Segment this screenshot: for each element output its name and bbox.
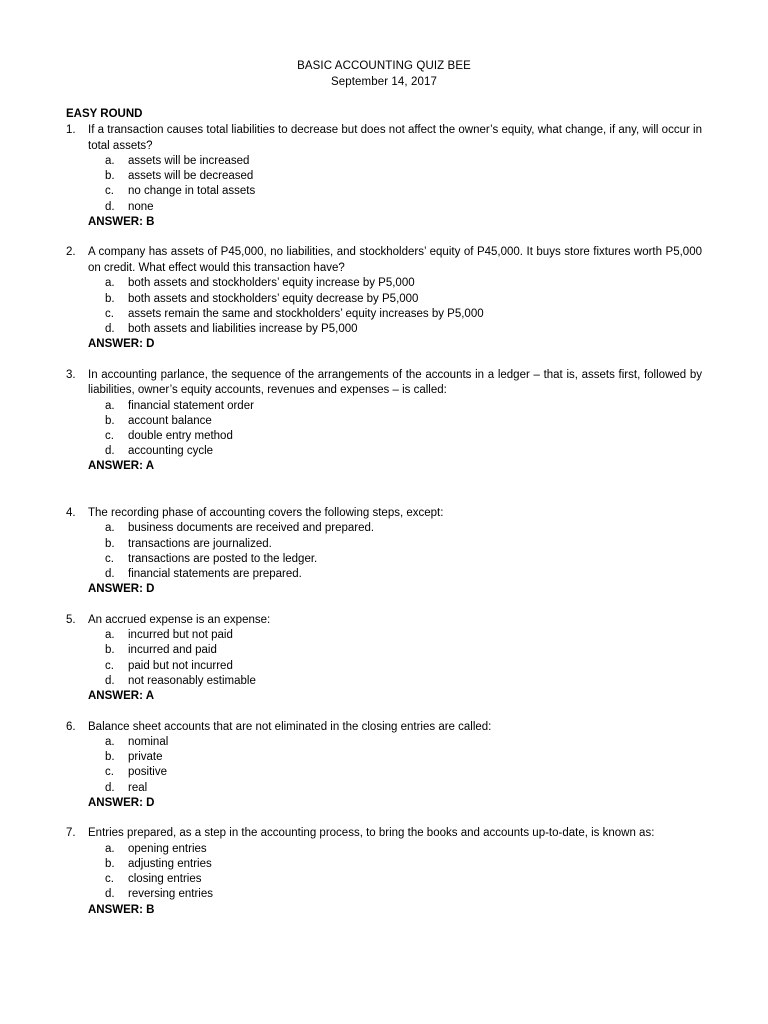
question-number: 4. xyxy=(66,506,76,519)
option-letter: c. xyxy=(105,185,114,198)
option-text: closing entries xyxy=(128,873,202,886)
option-text: both assets and stockholders’ equity increase by P5,000 xyxy=(128,277,415,290)
option-letter: d. xyxy=(105,200,115,213)
document-date: September 14, 2017 xyxy=(330,76,437,88)
question-block xyxy=(66,368,702,475)
option-letter: c. xyxy=(105,307,114,320)
option-text: both assets and liabilities increase by P5,000 xyxy=(128,322,358,335)
option-text: business documents are received and prepared. xyxy=(128,522,375,535)
answer-line: ANSWER: D xyxy=(88,583,155,596)
answer-option[interactable] xyxy=(66,781,702,796)
option-text: paid but not incurred xyxy=(128,659,233,672)
option-letter: a. xyxy=(105,736,115,749)
answer-option[interactable] xyxy=(66,399,702,414)
option-text: no change in total assets xyxy=(128,185,256,198)
option-text: not reasonably estimable xyxy=(128,674,256,687)
answer-line: ANSWER: A xyxy=(88,460,155,473)
answer-option[interactable] xyxy=(66,842,702,857)
option-text: accounting cycle xyxy=(128,445,214,458)
answer-line: ANSWER: D xyxy=(88,338,155,351)
option-text: incurred and paid xyxy=(128,644,217,657)
option-letter: d. xyxy=(105,781,115,794)
option-letter: a. xyxy=(105,629,115,642)
answer-option[interactable] xyxy=(66,307,702,322)
option-letter: a. xyxy=(105,522,115,535)
question-row xyxy=(66,613,702,629)
option-text: none xyxy=(128,200,154,213)
option-letter: c. xyxy=(105,430,114,443)
question-number: 1. xyxy=(66,124,76,136)
option-letter: b. xyxy=(105,858,115,871)
question-number: 2. xyxy=(66,246,76,259)
answer-option[interactable] xyxy=(66,765,702,780)
answer-options xyxy=(66,628,702,689)
option-letter: b. xyxy=(105,751,115,764)
question-text: If a transaction causes total liabilities to decrease but does not affect the owner’s equity, what change, if any, will occur in total assets? xyxy=(88,124,702,152)
question-row xyxy=(66,720,702,736)
question-block xyxy=(66,245,702,352)
question-text: Balance sheet accounts that are not eliminated in the closing entries are called: xyxy=(88,720,492,733)
option-letter: d. xyxy=(105,674,115,687)
questions-list xyxy=(66,123,702,918)
question-text: A company has assets of P45,000, no liabilities, and stockholders’ equity of P45,000. It buys store fixtures worth P5,000 on credit. What effect would this transaction have? xyxy=(88,246,702,274)
option-text: private xyxy=(128,751,163,764)
answer-option[interactable] xyxy=(66,552,702,567)
option-letter: a. xyxy=(105,399,115,412)
answer-option[interactable] xyxy=(66,537,702,552)
answer-option[interactable] xyxy=(66,429,702,444)
question-row xyxy=(66,826,702,842)
answer-options xyxy=(66,735,702,796)
answer-options xyxy=(66,154,702,215)
answer-option[interactable] xyxy=(66,659,702,674)
answer-line: ANSWER: A xyxy=(88,690,155,703)
answer-option[interactable] xyxy=(66,887,702,902)
answer-line: ANSWER: D xyxy=(88,796,155,809)
answer-option[interactable] xyxy=(66,414,702,429)
question-block xyxy=(66,506,702,598)
answer-options xyxy=(66,842,702,903)
option-letter: d. xyxy=(105,445,115,458)
question-number: 6. xyxy=(66,720,76,733)
question-block xyxy=(66,826,702,918)
answer-option[interactable] xyxy=(66,872,702,887)
answer-option[interactable] xyxy=(66,674,702,689)
option-text: transactions are posted to the ledger. xyxy=(128,552,318,565)
option-letter: d. xyxy=(105,322,115,335)
answer-option[interactable] xyxy=(66,643,702,658)
document-header xyxy=(0,0,768,90)
answer-option[interactable] xyxy=(66,521,702,536)
option-text: reversing entries xyxy=(128,888,214,901)
question-block xyxy=(66,613,702,705)
section-heading-easy-round: EASY ROUND xyxy=(66,108,143,120)
option-text: assets will be increased xyxy=(128,155,250,167)
question-row xyxy=(66,368,702,399)
question-text: An accrued expense is an expense: xyxy=(88,613,271,626)
option-letter: a. xyxy=(105,277,115,290)
option-text: financial statements are prepared. xyxy=(128,568,302,581)
answer-option[interactable] xyxy=(66,276,702,291)
answer-option[interactable] xyxy=(66,628,702,643)
answer-options xyxy=(66,521,702,582)
answer-option[interactable] xyxy=(66,567,702,582)
option-text: positive xyxy=(128,766,167,779)
option-letter: c. xyxy=(105,659,114,672)
answer-option[interactable] xyxy=(66,444,702,459)
answer-option[interactable] xyxy=(66,184,702,199)
option-text: double entry method xyxy=(128,430,233,443)
answer-option[interactable] xyxy=(66,292,702,307)
question-text: The recording phase of accounting covers the following steps, except: xyxy=(88,506,444,519)
question-block xyxy=(66,720,702,812)
answer-option[interactable] xyxy=(66,169,702,184)
question-number: 5. xyxy=(66,613,76,626)
option-letter: b. xyxy=(105,537,115,550)
answer-option[interactable] xyxy=(66,154,702,169)
answer-options xyxy=(66,276,702,337)
answer-option[interactable] xyxy=(66,750,702,765)
option-text: transactions are journalized. xyxy=(128,537,272,550)
answer-option[interactable] xyxy=(66,735,702,750)
answer-option[interactable] xyxy=(66,322,702,337)
option-letter: b. xyxy=(105,644,115,657)
option-letter: d. xyxy=(105,568,115,581)
document-body xyxy=(0,90,768,918)
option-text: assets will be decreased xyxy=(128,170,254,183)
option-letter: a. xyxy=(105,155,115,167)
question-number: 7. xyxy=(66,827,76,840)
answer-line: ANSWER: B xyxy=(88,215,155,228)
option-letter: c. xyxy=(105,766,114,779)
option-text: real xyxy=(128,781,148,794)
option-text: nominal xyxy=(128,736,169,749)
option-letter: a. xyxy=(105,842,115,855)
question-text: Entries prepared, as a step in the accounting process, to bring the books and accounts up-to-date, is known as: xyxy=(88,827,655,840)
answer-option[interactable] xyxy=(66,857,702,872)
option-text: both assets and stockholders’ equity decrease by P5,000 xyxy=(128,292,419,305)
option-text: adjusting entries xyxy=(128,858,212,871)
option-text: financial statement order xyxy=(128,399,254,412)
question-row xyxy=(66,506,702,522)
answer-options xyxy=(66,399,702,460)
answer-option[interactable] xyxy=(66,200,702,215)
document-title: BASIC ACCOUNTING QUIZ BEE xyxy=(297,60,471,72)
option-text: assets remain the same and stockholders’ equity increases by P5,000 xyxy=(128,307,484,320)
question-block xyxy=(66,123,702,230)
question-row xyxy=(66,245,702,276)
option-letter: b. xyxy=(105,170,115,183)
option-text: incurred but not paid xyxy=(128,629,233,642)
option-letter: b. xyxy=(105,414,115,427)
option-text: account balance xyxy=(128,414,212,427)
question-row xyxy=(66,123,702,154)
option-letter: d. xyxy=(105,888,115,901)
option-letter: c. xyxy=(105,552,114,565)
option-letter: b. xyxy=(105,292,115,305)
question-text: In accounting parlance, the sequence of the arrangements of the accounts in a ledger – that is, assets first, followed by liabilities, owner’s equity accounts, revenues and expenses – is called: xyxy=(88,368,702,397)
option-letter: c. xyxy=(105,873,114,886)
question-number: 3. xyxy=(66,368,76,381)
answer-line: ANSWER: B xyxy=(88,903,155,916)
option-text: opening entries xyxy=(128,842,207,855)
